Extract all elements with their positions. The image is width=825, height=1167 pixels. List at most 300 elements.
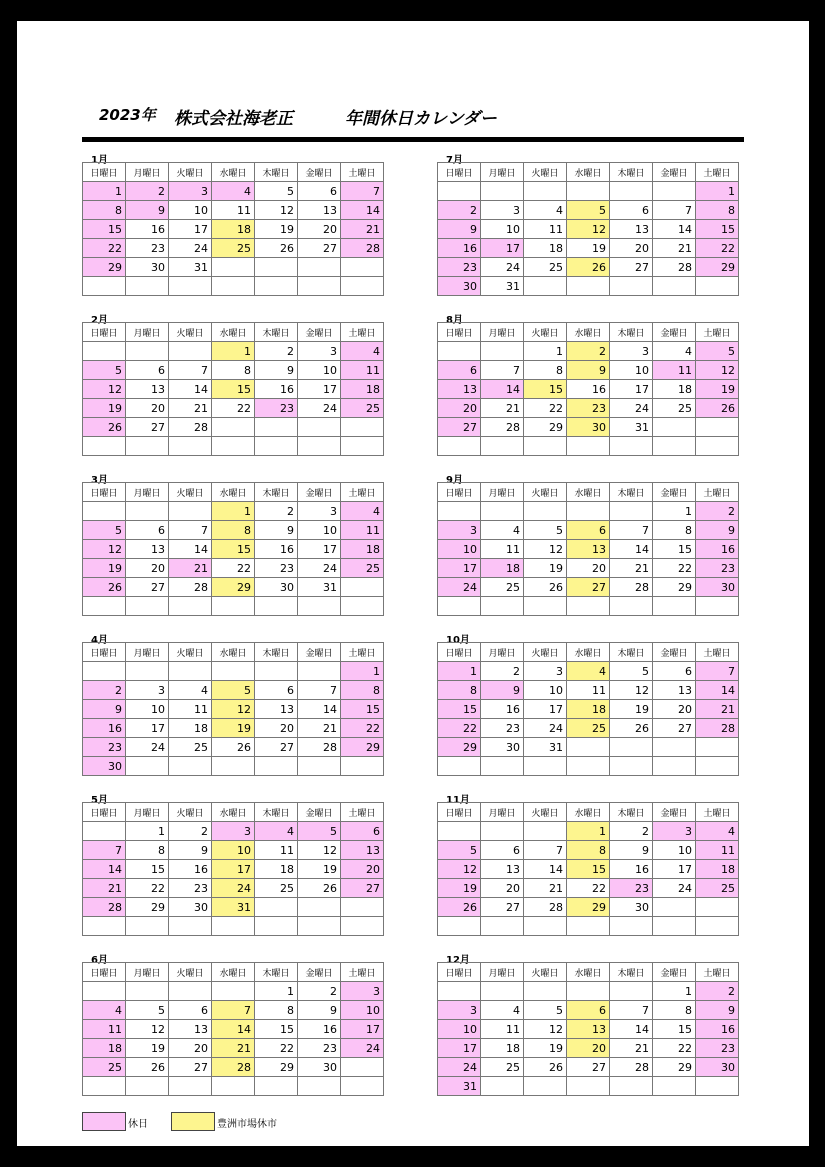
day-cell: 24: [212, 879, 255, 898]
legend-market-label: 豊洲市場休市: [217, 1119, 277, 1130]
weekday-header: 水曜日: [567, 483, 610, 502]
day-cell: 15: [126, 860, 169, 879]
month-label: 1月: [91, 155, 108, 166]
empty-cell: [567, 437, 610, 456]
weekday-header: 土曜日: [696, 963, 739, 982]
day-cell: 3: [169, 182, 212, 201]
day-cell: 16: [438, 239, 481, 258]
week-row: [83, 258, 384, 277]
day-cell: 6: [255, 681, 298, 700]
empty-cell: [524, 757, 567, 776]
day-cell: 3: [438, 1001, 481, 1020]
day-cell: 18: [341, 540, 384, 559]
weekday-header-row: [83, 483, 384, 502]
day-cell: 21: [481, 399, 524, 418]
empty-cell: [481, 182, 524, 201]
day-cell: 24: [438, 578, 481, 597]
day-cell: 9: [696, 1001, 739, 1020]
empty-cell: [83, 822, 126, 841]
day-cell: 6: [126, 361, 169, 380]
empty-cell: [255, 1077, 298, 1096]
day-cell: 29: [255, 1058, 298, 1077]
day-cell: 22: [126, 879, 169, 898]
day-cell: 10: [653, 841, 696, 860]
day-cell: 6: [653, 662, 696, 681]
day-cell: 8: [653, 1001, 696, 1020]
legend: [82, 1112, 482, 1132]
day-cell: 12: [126, 1020, 169, 1039]
day-cell: 13: [653, 681, 696, 700]
day-cell: 19: [212, 719, 255, 738]
empty-cell: [438, 182, 481, 201]
weekday-header: 土曜日: [341, 163, 384, 182]
day-cell: 5: [83, 361, 126, 380]
weekday-header-row: [438, 323, 739, 342]
day-cell: 27: [255, 738, 298, 757]
weekday-header: 火曜日: [169, 323, 212, 342]
day-cell: 21: [169, 559, 212, 578]
empty-cell: [524, 502, 567, 521]
empty-cell: [212, 277, 255, 296]
weekday-header: 土曜日: [341, 483, 384, 502]
day-cell: 10: [341, 1001, 384, 1020]
empty-cell: [567, 182, 610, 201]
weekday-header: 月曜日: [126, 483, 169, 502]
day-cell: 21: [610, 1039, 653, 1058]
empty-cell: [653, 597, 696, 616]
empty-cell: [341, 597, 384, 616]
day-cell: 13: [341, 841, 384, 860]
empty-cell: [126, 342, 169, 361]
empty-cell: [83, 982, 126, 1001]
day-cell: 21: [524, 879, 567, 898]
day-cell: 27: [298, 239, 341, 258]
day-cell: 23: [696, 559, 739, 578]
day-cell: 1: [567, 822, 610, 841]
week-row: [438, 418, 739, 437]
empty-cell: [212, 437, 255, 456]
weekday-header: 水曜日: [212, 643, 255, 662]
day-cell: 7: [610, 521, 653, 540]
day-cell: 22: [696, 239, 739, 258]
day-cell: 7: [696, 662, 739, 681]
week-row: [438, 502, 739, 521]
week-row: [438, 879, 739, 898]
day-cell: 20: [298, 220, 341, 239]
month-table: [82, 802, 384, 936]
day-cell: 27: [481, 898, 524, 917]
day-cell: 5: [255, 182, 298, 201]
day-cell: 21: [212, 1039, 255, 1058]
month-table: [437, 322, 739, 456]
day-cell: 25: [481, 1058, 524, 1077]
empty-cell: [653, 437, 696, 456]
day-cell: 18: [341, 380, 384, 399]
day-cell: 29: [653, 578, 696, 597]
weekday-header: 金曜日: [653, 163, 696, 182]
day-cell: 8: [341, 681, 384, 700]
day-cell: 28: [169, 418, 212, 437]
day-cell: 8: [212, 361, 255, 380]
weekday-header: 金曜日: [653, 803, 696, 822]
empty-cell: [298, 757, 341, 776]
weekday-header: 日曜日: [438, 963, 481, 982]
empty-cell: [298, 437, 341, 456]
week-row: [83, 681, 384, 700]
day-cell: 12: [567, 220, 610, 239]
day-cell: 4: [524, 201, 567, 220]
day-cell: 16: [298, 1020, 341, 1039]
empty-cell: [696, 917, 739, 936]
day-cell: 17: [438, 559, 481, 578]
weekday-header: 火曜日: [524, 963, 567, 982]
empty-cell: [610, 982, 653, 1001]
empty-cell: [169, 757, 212, 776]
day-cell: 9: [610, 841, 653, 860]
day-cell: 29: [567, 898, 610, 917]
day-cell: 18: [524, 239, 567, 258]
empty-cell: [83, 277, 126, 296]
empty-cell: [567, 1077, 610, 1096]
day-cell: 30: [169, 898, 212, 917]
day-cell: 14: [298, 700, 341, 719]
week-row: [83, 502, 384, 521]
month-label: 9月: [446, 475, 463, 486]
empty-cell: [653, 917, 696, 936]
day-cell: 19: [524, 1039, 567, 1058]
day-cell: 3: [298, 342, 341, 361]
day-cell: 24: [169, 239, 212, 258]
empty-cell: [610, 917, 653, 936]
day-cell: 7: [169, 361, 212, 380]
day-cell: 22: [83, 239, 126, 258]
day-cell: 17: [481, 239, 524, 258]
empty-cell: [169, 662, 212, 681]
day-cell: 22: [653, 1039, 696, 1058]
month-label: 3月: [91, 475, 108, 486]
day-cell: 29: [126, 898, 169, 917]
day-cell: 30: [255, 578, 298, 597]
week-row: [438, 1020, 739, 1039]
day-cell: 20: [126, 559, 169, 578]
weekday-header: 月曜日: [126, 963, 169, 982]
day-cell: 7: [83, 841, 126, 860]
weekday-header: 土曜日: [696, 483, 739, 502]
day-cell: 27: [567, 1058, 610, 1077]
weekday-header: 木曜日: [610, 323, 653, 342]
day-cell: 12: [212, 700, 255, 719]
day-cell: 26: [524, 1058, 567, 1077]
week-row: [83, 201, 384, 220]
month-table: [82, 322, 384, 456]
empty-cell: [696, 757, 739, 776]
empty-cell: [255, 898, 298, 917]
week-row: [83, 361, 384, 380]
day-cell: 16: [481, 700, 524, 719]
weekday-header: 月曜日: [481, 643, 524, 662]
day-cell: 5: [298, 822, 341, 841]
week-row: [438, 841, 739, 860]
day-cell: 20: [169, 1039, 212, 1058]
weekday-header: 水曜日: [212, 163, 255, 182]
day-cell: 25: [212, 239, 255, 258]
weekday-header: 金曜日: [298, 323, 341, 342]
day-cell: 17: [524, 700, 567, 719]
weekday-header: 水曜日: [212, 803, 255, 822]
month-label: 12月: [446, 955, 470, 966]
empty-cell: [696, 418, 739, 437]
day-cell: 27: [610, 258, 653, 277]
empty-cell: [126, 437, 169, 456]
week-row: [83, 860, 384, 879]
day-cell: 2: [610, 822, 653, 841]
day-cell: 26: [83, 418, 126, 437]
week-row: [438, 982, 739, 1001]
empty-cell: [696, 738, 739, 757]
week-row: [438, 201, 739, 220]
weekday-header: 金曜日: [653, 323, 696, 342]
day-cell: 14: [696, 681, 739, 700]
day-cell: 23: [567, 399, 610, 418]
empty-cell: [524, 597, 567, 616]
empty-cell: [83, 917, 126, 936]
empty-cell: [341, 277, 384, 296]
day-cell: 10: [298, 521, 341, 540]
empty-cell: [83, 437, 126, 456]
day-cell: 13: [610, 220, 653, 239]
week-row: [438, 662, 739, 681]
weekday-header-row: [438, 803, 739, 822]
month-label: 11月: [446, 795, 470, 806]
day-cell: 15: [212, 540, 255, 559]
day-cell: 26: [438, 898, 481, 917]
day-cell: 28: [169, 578, 212, 597]
day-cell: 3: [438, 521, 481, 540]
weekday-header-row: [83, 963, 384, 982]
week-row: [83, 822, 384, 841]
day-cell: 2: [169, 822, 212, 841]
weekday-header: 木曜日: [255, 643, 298, 662]
empty-cell: [653, 418, 696, 437]
empty-cell: [126, 982, 169, 1001]
day-cell: 22: [524, 399, 567, 418]
day-cell: 23: [83, 738, 126, 757]
day-cell: 8: [126, 841, 169, 860]
weekday-header: 月曜日: [126, 643, 169, 662]
day-cell: 17: [438, 1039, 481, 1058]
empty-cell: [255, 597, 298, 616]
weekday-header: 木曜日: [610, 803, 653, 822]
empty-cell: [481, 757, 524, 776]
week-row: [438, 182, 739, 201]
weekday-header: 水曜日: [212, 323, 255, 342]
weekday-header: 火曜日: [169, 803, 212, 822]
day-cell: 29: [438, 738, 481, 757]
day-cell: 1: [255, 982, 298, 1001]
day-cell: 13: [126, 380, 169, 399]
day-cell: 3: [653, 822, 696, 841]
day-cell: 25: [481, 578, 524, 597]
day-cell: 9: [83, 700, 126, 719]
empty-cell: [524, 277, 567, 296]
day-cell: 14: [83, 860, 126, 879]
day-cell: 4: [83, 1001, 126, 1020]
week-row: [83, 277, 384, 296]
day-cell: 1: [524, 342, 567, 361]
day-cell: 1: [341, 662, 384, 681]
day-cell: 24: [298, 559, 341, 578]
empty-cell: [126, 277, 169, 296]
day-cell: 28: [610, 578, 653, 597]
empty-cell: [255, 437, 298, 456]
day-cell: 4: [341, 342, 384, 361]
weekday-header: 木曜日: [255, 803, 298, 822]
weekday-header: 水曜日: [567, 963, 610, 982]
day-cell: 9: [169, 841, 212, 860]
week-row: [83, 738, 384, 757]
empty-cell: [341, 898, 384, 917]
week-row: [438, 239, 739, 258]
day-cell: 30: [696, 1058, 739, 1077]
week-row: [83, 1077, 384, 1096]
weekday-header: 土曜日: [696, 643, 739, 662]
day-cell: 10: [438, 1020, 481, 1039]
weekday-header: 水曜日: [567, 163, 610, 182]
week-row: [438, 559, 739, 578]
day-cell: 9: [255, 361, 298, 380]
day-cell: 29: [212, 578, 255, 597]
empty-cell: [438, 982, 481, 1001]
empty-cell: [481, 597, 524, 616]
weekday-header: 金曜日: [298, 803, 341, 822]
week-row: [83, 1020, 384, 1039]
weekday-header: 火曜日: [169, 643, 212, 662]
day-cell: 13: [438, 380, 481, 399]
day-cell: 12: [83, 380, 126, 399]
week-row: [438, 917, 739, 936]
weekday-header: 土曜日: [341, 803, 384, 822]
week-row: [438, 1077, 739, 1096]
empty-cell: [126, 597, 169, 616]
weekday-header: 火曜日: [524, 483, 567, 502]
empty-cell: [610, 738, 653, 757]
day-cell: 18: [169, 719, 212, 738]
day-cell: 3: [524, 662, 567, 681]
day-cell: 8: [567, 841, 610, 860]
weekday-header: 水曜日: [567, 323, 610, 342]
empty-cell: [696, 277, 739, 296]
month-label: 10月: [446, 635, 470, 646]
legend-holiday-label: 休日: [128, 1119, 148, 1130]
day-cell: 19: [524, 559, 567, 578]
day-cell: 5: [126, 1001, 169, 1020]
weekday-header: 月曜日: [481, 323, 524, 342]
weekday-header: 木曜日: [255, 323, 298, 342]
week-row: [438, 437, 739, 456]
week-row: [438, 898, 739, 917]
weekday-header: 金曜日: [653, 963, 696, 982]
day-cell: 30: [481, 738, 524, 757]
day-cell: 24: [610, 399, 653, 418]
day-cell: 9: [298, 1001, 341, 1020]
weekday-header: 土曜日: [341, 963, 384, 982]
empty-cell: [169, 437, 212, 456]
day-cell: 19: [567, 239, 610, 258]
month-label: 7月: [446, 155, 463, 166]
day-cell: 14: [341, 201, 384, 220]
empty-cell: [341, 757, 384, 776]
weekday-header: 日曜日: [83, 963, 126, 982]
day-cell: 8: [438, 681, 481, 700]
week-row: [438, 521, 739, 540]
empty-cell: [341, 418, 384, 437]
week-row: [83, 239, 384, 258]
month-table: [437, 642, 739, 776]
day-cell: 25: [696, 879, 739, 898]
day-cell: 19: [255, 220, 298, 239]
empty-cell: [481, 437, 524, 456]
day-cell: 15: [653, 540, 696, 559]
day-cell: 5: [610, 662, 653, 681]
day-cell: 31: [212, 898, 255, 917]
weekday-header: 水曜日: [567, 803, 610, 822]
month-table: [437, 162, 739, 296]
year-label: 2023年: [99, 106, 156, 124]
empty-cell: [255, 917, 298, 936]
day-cell: 17: [169, 220, 212, 239]
day-cell: 10: [212, 841, 255, 860]
month-table: [82, 162, 384, 296]
day-cell: 8: [83, 201, 126, 220]
weekday-header-row: [438, 163, 739, 182]
weekday-header: 木曜日: [255, 163, 298, 182]
day-cell: 5: [696, 342, 739, 361]
day-cell: 1: [653, 982, 696, 1001]
empty-cell: [212, 757, 255, 776]
empty-cell: [438, 917, 481, 936]
day-cell: 3: [610, 342, 653, 361]
day-cell: 11: [653, 361, 696, 380]
day-cell: 2: [83, 681, 126, 700]
weekday-header: 月曜日: [481, 483, 524, 502]
empty-cell: [255, 277, 298, 296]
day-cell: 6: [438, 361, 481, 380]
day-cell: 14: [610, 540, 653, 559]
day-cell: 24: [438, 1058, 481, 1077]
weekday-header: 月曜日: [481, 803, 524, 822]
empty-cell: [567, 738, 610, 757]
day-cell: 17: [653, 860, 696, 879]
weekday-header: 土曜日: [696, 323, 739, 342]
day-cell: 23: [298, 1039, 341, 1058]
day-cell: 15: [341, 700, 384, 719]
day-cell: 13: [169, 1020, 212, 1039]
day-cell: 11: [341, 521, 384, 540]
day-cell: 11: [696, 841, 739, 860]
day-cell: 4: [567, 662, 610, 681]
day-cell: 31: [524, 738, 567, 757]
day-cell: 7: [212, 1001, 255, 1020]
empty-cell: [567, 982, 610, 1001]
month-table: [82, 482, 384, 616]
day-cell: 27: [126, 418, 169, 437]
week-row: [83, 898, 384, 917]
day-cell: 15: [83, 220, 126, 239]
empty-cell: [341, 578, 384, 597]
day-cell: 24: [653, 879, 696, 898]
empty-cell: [610, 1077, 653, 1096]
weekday-header: 木曜日: [610, 643, 653, 662]
